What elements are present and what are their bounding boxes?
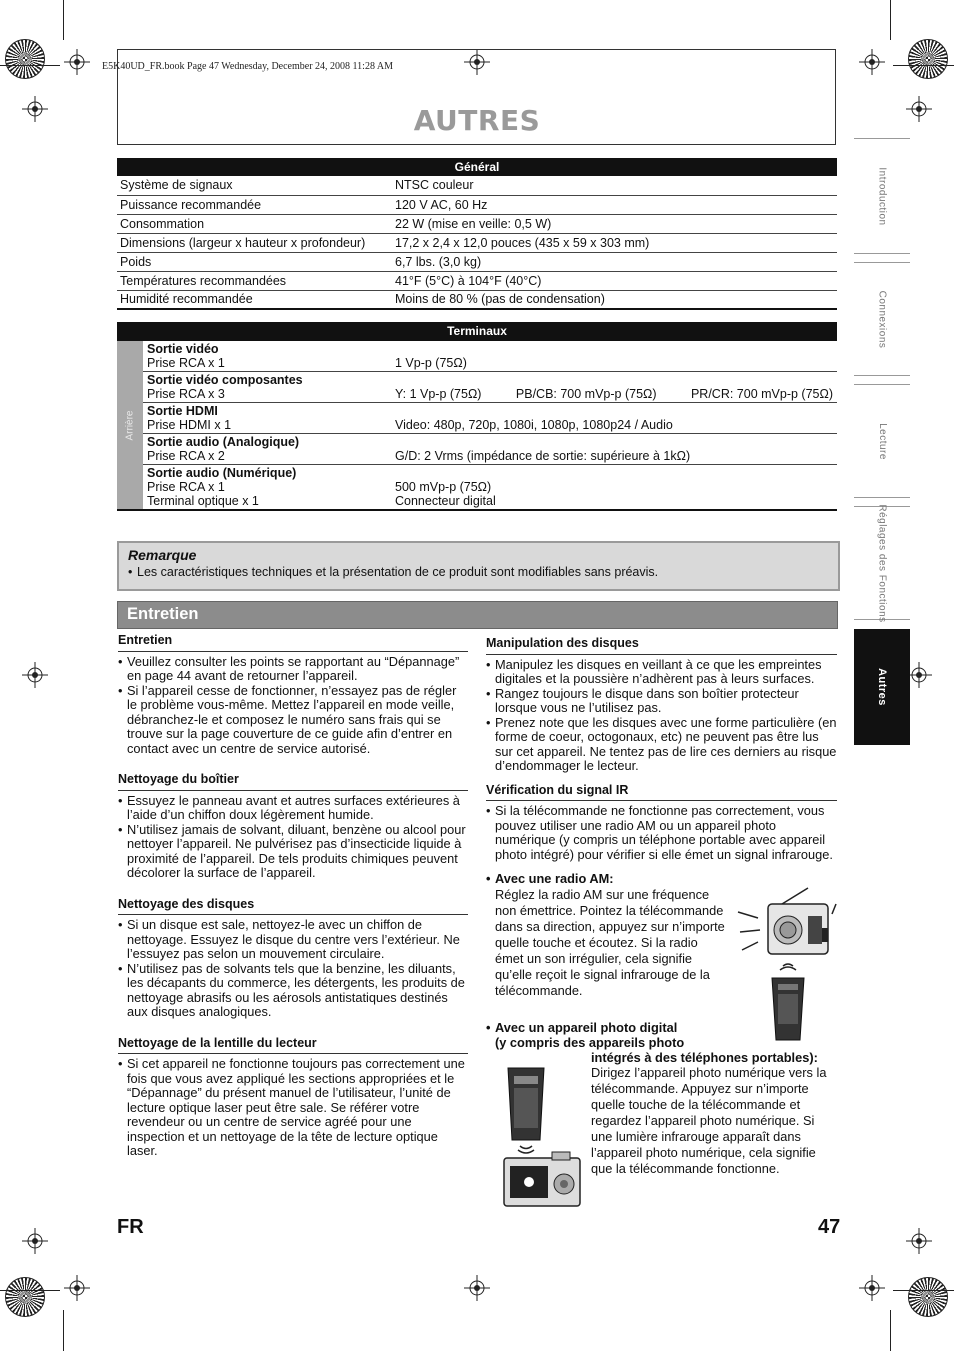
list-item: • Si l’appareil cesse de fonctionner, n’essayez pas de régler le problème vous-même. Mettez l’appareil en mode veille, débranchez-le et composez le numéro sans frais qui se trouve sur la page couverture de ce guide afin d’entrer en contact avec un centre de service autorisé. (118, 684, 468, 757)
terminal-jack: Terminal optique x 1 (147, 494, 259, 508)
list-item: • Rangez toujours le disque dans son boîtier protecteur lorsque vous ne l’utilisez pas. (486, 687, 837, 716)
list-item: • Manipulez les disques en veillant à ce que les empreintes digitales et la poussière n’adhèrent pas à leurs surfaces. (486, 658, 837, 687)
registration-mark-icon (64, 49, 90, 75)
section-heading-bar (117, 601, 838, 629)
tab-reglages[interactable] (854, 503, 910, 623)
terminal-spec: Video: 480p, 720p, 1080i, 1080p, 1080p24 / Audio (395, 418, 673, 432)
subheading: Nettoyage des disques (118, 897, 468, 916)
terminaux-table (117, 322, 837, 511)
list-item: • Si la télécommande ne fonctionne pas correctement, vous pouvez utiliser une radio AM ou un appareil photo numérique (y compris un téléphone portable avec appareil photo intégré) pour vérifier si elle émet un signal infrarouge. (486, 804, 837, 862)
table-row (143, 403, 837, 434)
terminal-jack: Prise RCA x 1 (147, 356, 225, 370)
registration-mark-icon (464, 1275, 490, 1301)
terminal-spec: 500 mVp-p (75Ω) (395, 480, 492, 494)
spec-label: Consommation (117, 214, 392, 233)
terminaux-header: Terminaux (117, 322, 837, 341)
camera-text: Dirigez l’appareil photo numérique vers la télécommande. Appuyez sur n’importe quelle touche de la télécommande et regardez l’appareil photo numérique. Si une lumière infrarouge apparaît dans l’appareil photo numérique, cela signifie que la télécommande fonctionne. (591, 1065, 827, 1176)
page-title: AUTRES (413, 104, 541, 137)
spec-value: 6,7 lbs. (3,0 kg) (392, 252, 837, 271)
left-column (118, 633, 468, 1159)
list-item: • Veuillez consulter les points se rapportant au “Dépannage” en page 44 avant de retourner l’appareil. (118, 655, 468, 684)
tab-connexions[interactable] (854, 262, 910, 376)
corner-color-disc-br (908, 1277, 948, 1317)
terminal-spec: Connecteur digital (395, 494, 496, 508)
spec-label: Dimensions (largeur x hauteur x profondeur) (117, 233, 392, 252)
spec-value: 17,2 x 2,4 x 12,0 pouces (435 x 59 x 303 mm) (392, 233, 837, 252)
registration-mark-icon (906, 1228, 932, 1254)
section-heading: Entretien (127, 605, 199, 623)
camera-remote-illustration (500, 1066, 584, 1208)
remarque-box (117, 541, 840, 591)
arriere-label (117, 341, 143, 509)
crop-line (0, 65, 60, 66)
spec-label: Puissance recommandée (117, 195, 392, 214)
crop-line (890, 0, 891, 40)
terminal-jack: Prise HDMI x 1 (147, 418, 232, 432)
book-info: E5K40UD_FR.book Page 47 Wednesday, December 24, 2008 11:28 AM (102, 61, 394, 72)
spec-value: 120 V AC, 60 Hz (392, 195, 837, 214)
remarque-text: • Les caractéristiques techniques et la présentation de ce produit sont modifiables sans préavis. (128, 565, 829, 579)
table-row (117, 233, 837, 252)
list-item: • Si un disque est sale, nettoyez-le avec un chiffon de nettoyage. Essuyez le disque du centre vers l’extérieur. Ne l’essuyez pas selon un mouvement circulaire. (118, 918, 468, 962)
terminal-jack: Prise RCA x 3 (147, 387, 225, 401)
am-radio-icon (738, 888, 836, 954)
list-item: • Essuyez le panneau avant et autres surfaces extérieures à l’aide d’un chiffon doux légèrement humide. (118, 794, 468, 823)
corner-color-disc-tl (5, 39, 45, 79)
radio-am-title: • Avec une radio AM: (486, 871, 728, 887)
subheading: Nettoyage de la lentille du lecteur (118, 1036, 468, 1055)
terminal-jack: Prise RCA x 1 (147, 480, 225, 494)
remarque-title: Remarque (128, 547, 197, 563)
terminal-spec: PB/CB: 700 mVp-p (75Ω) (515, 387, 657, 401)
general-header: Général (117, 158, 837, 176)
crop-line (890, 1310, 891, 1351)
list-item: • Prenez note que les disques avec une forme particulière (en forme de coeur, octogonaux, etc) ne peuvent pas être lus sur cet appareil. Ne tentez pas de lire ces derniers au risque d’endommager le lecteur. (486, 716, 837, 774)
table-row (117, 290, 837, 309)
camera-title: intégrés à des téléphones portables): (591, 1050, 818, 1065)
terminal-name: Sortie audio (Numérique) (147, 466, 297, 480)
table-row (143, 465, 837, 509)
terminal-spec: 1 Vp-p (75Ω) (395, 356, 467, 370)
tab-label: Autres (876, 668, 888, 706)
spec-value: 22 W (mise en veille: 0,5 W) (392, 214, 837, 233)
table-row (117, 176, 837, 195)
tab-autres[interactable] (854, 629, 910, 745)
spec-label: Températures recommandées (117, 271, 392, 290)
subheading: Entretien (118, 633, 468, 652)
table-row (117, 271, 837, 290)
subheading: Nettoyage du boîtier (118, 772, 468, 791)
arriere-text: Arrière (124, 409, 136, 441)
camera-title: (y compris des appareils photo (495, 1035, 685, 1050)
tab-introduction[interactable] (854, 138, 910, 254)
general-table (117, 158, 837, 310)
remote-control-icon (508, 1068, 544, 1153)
terminal-name: Sortie HDMI (147, 404, 218, 418)
terminal-name: Sortie vidéo composantes (147, 373, 303, 387)
table-row (143, 434, 837, 465)
terminal-name: Sortie audio (Analogique) (147, 435, 300, 449)
terminal-spec: PR/CR: 700 mVp-p (75Ω) (690, 387, 833, 401)
footer-language: FR (117, 1216, 144, 1238)
registration-mark-icon (859, 1275, 885, 1301)
page-number: 47 (818, 1216, 841, 1238)
spec-label: Humidité recommandée (117, 290, 392, 309)
registration-mark-icon (22, 1228, 48, 1254)
registration-mark-icon (22, 662, 48, 688)
list-item: • N’utilisez jamais de solvant, diluant, benzène ou alcool pour nettoyer l’appareil. Ne pulvérisez pas d’insecticide liquide à proximité de l’appareil. De tels produits chimiques peuvent décolorer la surface de l’appareil. (118, 823, 468, 881)
crop-line (63, 1310, 64, 1351)
tab-label: Introduction (876, 166, 888, 226)
spec-value: 41°F (5°C) à 104°F (40°C) (392, 271, 837, 290)
tab-lecture[interactable] (854, 384, 910, 498)
table-row (143, 341, 837, 372)
tab-label: Réglages des Fonctions (876, 503, 888, 623)
list-item: • N’utilisez pas de solvants tels que la benzine, les diluants, les décapants du commerce, les détergents, les produits de nettoyage abrasifs ou les aérosols antistatiques destinés aux disques analogiques. (118, 962, 468, 1020)
terminal-jack: Prise RCA x 2 (147, 449, 225, 463)
corner-color-disc-bl (5, 1277, 45, 1317)
registration-mark-icon (64, 1275, 90, 1301)
spec-value: NTSC couleur (392, 176, 837, 195)
subheading: Vérification du signal IR (486, 783, 837, 802)
terminal-name: Sortie vidéo (147, 342, 219, 356)
spec-label: Poids (117, 252, 392, 271)
table-row (117, 195, 837, 214)
tab-label: Connexions (876, 290, 888, 348)
digital-camera-icon (504, 1152, 580, 1206)
tab-label: Lecture (876, 422, 888, 460)
list-item: • Si cet appareil ne fonctionne toujours pas correctement une fois que vous avez appliqué les sections appropriées et le “Dépannage” du présent manuel de l’utilisateur, l’unité de lecture optique laser peut être sale. Se référer votre revendeur ou un centre de service agréé pour une inspection et un nettoyage de la tête de lecture optique laser. (118, 1057, 468, 1159)
table-row (117, 252, 837, 271)
camera-title: • Avec un appareil photo digital (486, 1020, 837, 1035)
table-row (143, 372, 837, 403)
terminal-spec: G/D: 2 Vrms (impédance de sortie: supérieure à 1kΩ) (395, 449, 691, 463)
crop-line (0, 1290, 60, 1291)
subheading: Manipulation des disques (486, 636, 837, 655)
terminal-spec: Y: 1 Vp-p (75Ω) (395, 387, 482, 401)
crop-line (893, 65, 954, 66)
registration-mark-icon (859, 49, 885, 75)
table-row (117, 214, 837, 233)
corner-color-disc-tr (908, 39, 948, 79)
radio-am-text: Réglez la radio AM sur une fréquence non émettrice. Pointez la télécommande dans sa direction, appuyez sur n’importe quelle touche et écoutez. Si la radio émet un son irrégulier, cela signifie qu’elle reçoit le signal infrarouge de la télécommande. (495, 887, 725, 998)
spec-label: Système de signaux (117, 176, 392, 195)
crop-line (893, 1290, 954, 1291)
spec-value: Moins de 80 % (pas de condensation) (392, 290, 837, 309)
crop-line (63, 0, 64, 40)
